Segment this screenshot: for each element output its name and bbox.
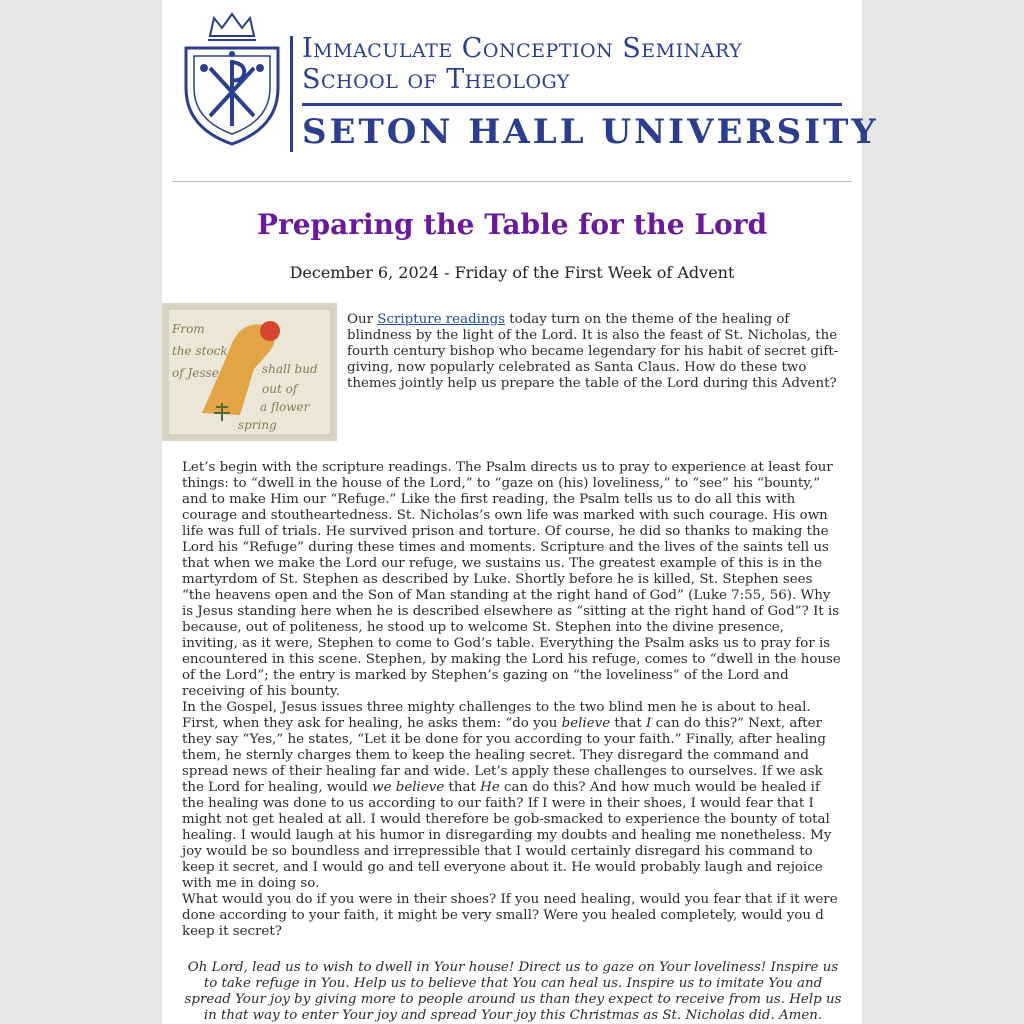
seminary-name: Immaculate Conception Seminary: [302, 33, 743, 64]
header-horizontal-rule: [302, 103, 842, 106]
intro-prefix: Our: [347, 312, 378, 327]
svg-text:From: From: [172, 322, 205, 336]
intro-text: today turn on the theme of the healing of blindness by the light of the Lord. It is also the feast of St. Nicholas, the fourth century bishop who became legendary for his habit of secret gift-giving, now popularly celebrated as Santa Claus. How do these two themes jointly help us prepare the table of the Lord during this Advent?: [347, 312, 839, 391]
body-paragraph-1: Let’s begin with the scripture readings. The Psalm directs us to pray to experience at least four things: to “dwell in the house of the Lord,” to “gaze on (his) loveliness,” to “see” his “bounty,” and to make Him our “Refuge.” Like the first reading, the Psalm tells us to do all this with courage and stoutheartedness. St. Nicholas’s own life was marked with such courage. His own life was full of trials. He survived prison and torture. Of course, he did so thanks to making the Lord his “Refuge” during these times and moments. Scripture and the lives of the saints tell us that when we make the Lord our refuge, we sustains us. The greatest example of this is in the martyrdom of St. Stephen as described by Luke. Shortly before he is killed, St. Stephen sees “the heavens open and the Son of Man standing at the right hand of God” (Luke 7:55, 56). Why is Jesus standing here when he is described elsewhere as “sitting at the right hand of God”? It is because, out of politeness, he stood up to welcome St. Stephen into the divine presence, inviting, as it were, Stephen to come to God’s table. Everything the Psalm asks us to pray for is encountered in this scene. Stephen, by making the Lord his refuge, comes to “dwell in the house of the Lord”; the entry is marked by Stephen’s gazing on “the loveliness” of the Lord and receiving of his bounty.: [182, 460, 841, 699]
newsletter-page: [162, 0, 879, 1024]
closing-prayer: Oh Lord, lead us to wish to dwell in Your house! Direct us to gaze on Your loveliness! Inspire us to take refuge in You. Help us to believe that You can heal us. Inspire us to imitate You and spread Your joy by giving more to people around us than they expect to receive from us. Help us in that way to enter Your joy and spread Your joy this Christmas as St. Nicholas did. Amen.: [184, 960, 842, 1023]
article-date: December 6, 2024 - Friday of the First Week of Advent: [289, 263, 735, 282]
seminary-crest: [180, 8, 284, 148]
page-title: Preparing the Table for the Lord: [256, 208, 768, 241]
body-paragraph-2: In the Gospel, Jesus issues three mighty challenges to the two blind men he is about to heal. First, when they ask for healing, he asks them: “do you believe that I can do this?” Next, after they say “Yes,” he states, “Let it be done for you according to your faith.” Finally, after healing them, he sternly charges them to keep the healing secret. They disregard the command and spread news of their healing far and wide. Let’s apply these challenges to ourselves. If we ask the Lord for healing, would we believe that He can do this? And how much would be healed if the healing was done to us according to our faith? If I were in their shoes, I would fear that I might not get healed at all. I would therefore be gob-smacked to experience the bounty of total healing. I would laugh at his humor in disregarding my doubts and healing me nonetheless. My joy would be so boundless and irrepressible that I would certainly disregard his command to keep it secret, and I would go and tell everyone about it. He would probably laugh and rejoice with me in doing so.: [182, 700, 832, 891]
svg-text:a flower: a flower: [260, 400, 310, 414]
svg-text:of Jesse: of Jesse: [172, 366, 219, 380]
header-vertical-rule: [290, 36, 293, 152]
svg-text:shall bud: shall bud: [262, 362, 318, 376]
header-divider: [172, 181, 852, 182]
header-banner: [180, 8, 879, 156]
university-name: SETON HALL UNIVERSITY: [302, 112, 879, 152]
svg-text:out of: out of: [262, 382, 298, 396]
svg-text:the stock: the stock: [172, 344, 228, 358]
school-name: School of Theology: [302, 64, 570, 95]
advent-illustration: [162, 303, 337, 441]
intro-paragraph: [347, 312, 855, 392]
body-paragraph-3: What would you do if you were in their shoes? If you need healing, would you fear that if it were done according to your faith, it might be very small? Were you healed completely, would you d keep it secret?: [182, 892, 838, 939]
scripture-readings-link[interactable]: Scripture readings: [377, 312, 506, 327]
svg-text:spring: spring: [238, 418, 277, 432]
